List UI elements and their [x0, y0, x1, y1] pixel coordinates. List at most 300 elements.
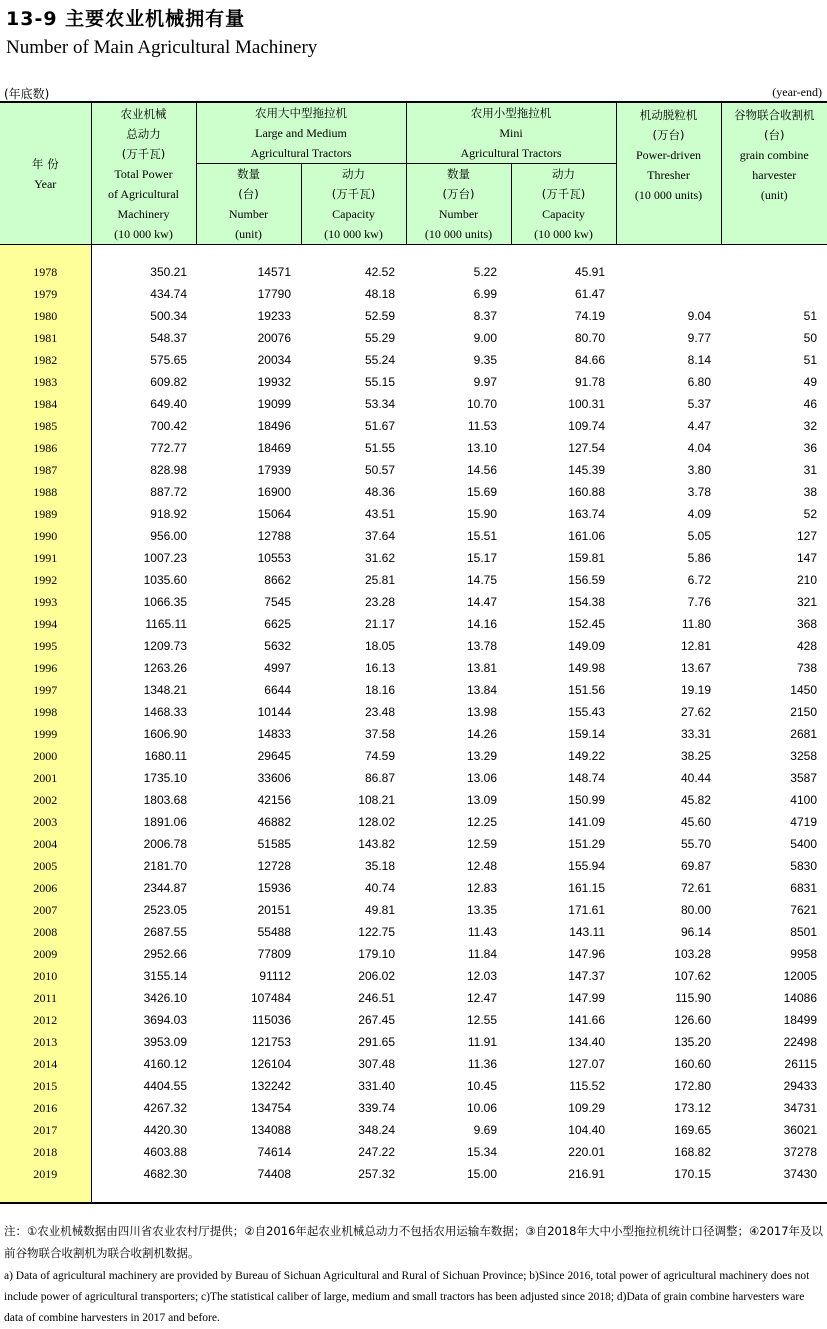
- lm-capacity-cell: 37.58: [301, 723, 406, 745]
- thresher-cell: 72.61: [616, 877, 721, 899]
- thresher-cell: 4.47: [616, 415, 721, 437]
- year-cell: 1988: [0, 481, 91, 503]
- table-row: [0, 1163, 827, 1185]
- harvester-cell: 210: [721, 569, 827, 591]
- mini-number-cell: 13.81: [406, 657, 511, 679]
- lm-capacity-cell: 53.34: [301, 393, 406, 415]
- mini-number-cell: 14.16: [406, 613, 511, 635]
- page-title-english: Number of Main Agricultural Machinery: [6, 37, 317, 59]
- total-power-cell: 1348.21: [91, 679, 196, 701]
- thresher-cell: 33.31: [616, 723, 721, 745]
- mini-number-cell: 12.48: [406, 855, 511, 877]
- table-row: [0, 371, 827, 393]
- mini-capacity-cell: 127.54: [511, 437, 616, 459]
- lm-capacity-cell: 51.55: [301, 437, 406, 459]
- mini-capacity-cell: 45.91: [511, 261, 616, 283]
- thresher-cell: 19.19: [616, 679, 721, 701]
- header-mini-capacity-en: Capacity: [512, 204, 616, 224]
- header-thresher: [616, 102, 721, 245]
- year-cell: 2007: [0, 899, 91, 921]
- mini-capacity-cell: 147.99: [511, 987, 616, 1009]
- harvester-cell: 4100: [721, 789, 827, 811]
- mini-number-cell: 9.35: [406, 349, 511, 371]
- thresher-cell: 135.20: [616, 1031, 721, 1053]
- total-power-cell: 1891.06: [91, 811, 196, 833]
- lm-capacity-cell: 86.87: [301, 767, 406, 789]
- mini-capacity-cell: 155.43: [511, 701, 616, 723]
- mini-capacity-cell: 141.09: [511, 811, 616, 833]
- harvester-cell: 8501: [721, 921, 827, 943]
- lm-number-cell: 18469: [196, 437, 301, 459]
- harvester-cell: 46: [721, 393, 827, 415]
- thresher-cell: 169.65: [616, 1119, 721, 1141]
- table-row: [0, 613, 827, 635]
- mini-number-cell: 13.09: [406, 789, 511, 811]
- thresher-cell: 7.76: [616, 591, 721, 613]
- year-cell: 2015: [0, 1075, 91, 1097]
- thresher-cell: 168.82: [616, 1141, 721, 1163]
- lm-number-cell: 14833: [196, 723, 301, 745]
- machinery-table-container: [0, 101, 827, 1202]
- lm-capacity-cell: 18.16: [301, 679, 406, 701]
- header-lm-capacity: [301, 164, 406, 245]
- lm-number-cell: 10144: [196, 701, 301, 723]
- mini-number-cell: 14.26: [406, 723, 511, 745]
- lm-capacity-cell: 51.67: [301, 415, 406, 437]
- table-row: [0, 437, 827, 459]
- mini-capacity-cell: 171.61: [511, 899, 616, 921]
- header-lm-capacity-cn: 动力: [302, 164, 406, 184]
- lm-number-cell: 55488: [196, 921, 301, 943]
- harvester-cell: [721, 261, 827, 283]
- mini-capacity-cell: 216.91: [511, 1163, 616, 1185]
- harvester-cell: 5400: [721, 833, 827, 855]
- mini-capacity-cell: 154.38: [511, 591, 616, 613]
- thresher-cell: 40.44: [616, 767, 721, 789]
- header-total-power-en1: Total Power: [92, 164, 196, 184]
- lm-capacity-cell: 55.24: [301, 349, 406, 371]
- total-power-cell: 4603.88: [91, 1141, 196, 1163]
- lm-number-cell: 91112: [196, 965, 301, 987]
- harvester-cell: 29433: [721, 1075, 827, 1097]
- harvester-cell: 2681: [721, 723, 827, 745]
- mini-number-cell: 15.17: [406, 547, 511, 569]
- harvester-cell: 14086: [721, 987, 827, 1009]
- header-year: [0, 102, 91, 245]
- year-cell: 1996: [0, 657, 91, 679]
- table-row: [0, 657, 827, 679]
- thresher-cell: 5.86: [616, 547, 721, 569]
- table-row: [0, 965, 827, 987]
- year-cell: 1984: [0, 393, 91, 415]
- mini-capacity-cell: 163.74: [511, 503, 616, 525]
- thresher-cell: 5.05: [616, 525, 721, 547]
- machinery-table: [0, 101, 827, 1202]
- total-power-cell: 887.72: [91, 481, 196, 503]
- lm-number-cell: 74408: [196, 1163, 301, 1185]
- harvester-cell: 7621: [721, 899, 827, 921]
- harvester-cell: 1450: [721, 679, 827, 701]
- total-power-cell: 1165.11: [91, 613, 196, 635]
- thresher-cell: 5.37: [616, 393, 721, 415]
- mini-number-cell: 11.84: [406, 943, 511, 965]
- year-cell: 2008: [0, 921, 91, 943]
- header-large-medium-en2: Agricultural Tractors: [197, 143, 406, 163]
- header-mini-number: [406, 164, 511, 245]
- header-total-power-en3: Machinery: [92, 204, 196, 224]
- total-power-cell: 3426.10: [91, 987, 196, 1009]
- spacer-cell: [91, 1185, 827, 1202]
- thresher-cell: 45.60: [616, 811, 721, 833]
- lm-number-cell: 19099: [196, 393, 301, 415]
- header-lm-capacity-en: Capacity: [302, 204, 406, 224]
- year-cell: 1980: [0, 305, 91, 327]
- total-power-cell: 1680.11: [91, 745, 196, 767]
- lm-number-cell: 4997: [196, 657, 301, 679]
- lm-capacity-cell: 339.74: [301, 1097, 406, 1119]
- spacer-cell: [91, 245, 827, 262]
- mini-capacity-cell: 74.19: [511, 305, 616, 327]
- header-mini-capacity-unit-en: (10 000 kw): [512, 224, 616, 244]
- harvester-cell: 50: [721, 327, 827, 349]
- thresher-cell: 45.82: [616, 789, 721, 811]
- harvester-cell: 49: [721, 371, 827, 393]
- thresher-cell: 170.15: [616, 1163, 721, 1185]
- mini-capacity-cell: 159.81: [511, 547, 616, 569]
- year-cell: 2005: [0, 855, 91, 877]
- lm-number-cell: 6625: [196, 613, 301, 635]
- lm-capacity-cell: 37.64: [301, 525, 406, 547]
- lm-capacity-cell: 49.81: [301, 899, 406, 921]
- spacer-cell: [0, 245, 91, 262]
- mini-capacity-cell: 149.22: [511, 745, 616, 767]
- lm-number-cell: 20076: [196, 327, 301, 349]
- total-power-cell: 1468.33: [91, 701, 196, 723]
- total-power-cell: 1735.10: [91, 767, 196, 789]
- mini-number-cell: 13.98: [406, 701, 511, 723]
- harvester-cell: 31: [721, 459, 827, 481]
- total-power-cell: 1066.35: [91, 591, 196, 613]
- table-row: [0, 1097, 827, 1119]
- thresher-cell: 3.80: [616, 459, 721, 481]
- mini-number-cell: 12.59: [406, 833, 511, 855]
- table-row: [0, 393, 827, 415]
- lm-number-cell: 12788: [196, 525, 301, 547]
- thresher-cell: 38.25: [616, 745, 721, 767]
- mini-number-cell: 9.97: [406, 371, 511, 393]
- mini-capacity-cell: 151.56: [511, 679, 616, 701]
- lm-capacity-cell: 21.17: [301, 613, 406, 635]
- spacer-cell: [0, 1185, 91, 1202]
- lm-capacity-cell: 23.28: [301, 591, 406, 613]
- table-row: [0, 569, 827, 591]
- header-thresher-en3: (10 000 units): [617, 185, 721, 205]
- lm-number-cell: 19233: [196, 305, 301, 327]
- lm-number-cell: 18496: [196, 415, 301, 437]
- header-thresher-en2: Thresher: [617, 165, 721, 185]
- mini-capacity-cell: 147.96: [511, 943, 616, 965]
- mini-number-cell: 15.69: [406, 481, 511, 503]
- thresher-cell: 4.09: [616, 503, 721, 525]
- total-power-cell: 2006.78: [91, 833, 196, 855]
- mini-number-cell: 15.00: [406, 1163, 511, 1185]
- thresher-cell: 172.80: [616, 1075, 721, 1097]
- header-mini-number-unit-en: (10 000 units): [407, 224, 511, 244]
- mini-capacity-cell: 80.70: [511, 327, 616, 349]
- lm-capacity-cell: 179.10: [301, 943, 406, 965]
- table-row: [0, 591, 827, 613]
- thresher-cell: [616, 261, 721, 283]
- header-lm-number-cn: 数量: [197, 164, 301, 184]
- table-row: [0, 283, 827, 305]
- year-cell: 2016: [0, 1097, 91, 1119]
- header-thresher-cn2: (万台): [617, 125, 721, 145]
- header-total-power: [91, 102, 196, 245]
- mini-number-cell: 8.37: [406, 305, 511, 327]
- header-large-medium-en1: Large and Medium: [197, 123, 406, 143]
- mini-capacity-cell: 91.78: [511, 371, 616, 393]
- header-mini-capacity-unit-cn: (万千瓦): [512, 184, 616, 204]
- table-spacer-row: [0, 245, 827, 262]
- harvester-cell: 36021: [721, 1119, 827, 1141]
- harvester-cell: 127: [721, 525, 827, 547]
- lm-number-cell: 20151: [196, 899, 301, 921]
- thresher-cell: 69.87: [616, 855, 721, 877]
- lm-capacity-cell: 50.57: [301, 459, 406, 481]
- harvester-cell: 22498: [721, 1031, 827, 1053]
- mini-capacity-cell: 152.45: [511, 613, 616, 635]
- total-power-cell: 956.00: [91, 525, 196, 547]
- header-mini-cn: 农用小型拖拉机: [407, 103, 616, 123]
- lm-number-cell: 107484: [196, 987, 301, 1009]
- header-thresher-en1: Power-driven: [617, 145, 721, 165]
- mini-capacity-cell: 115.52: [511, 1075, 616, 1097]
- mini-number-cell: 15.34: [406, 1141, 511, 1163]
- harvester-cell: 52: [721, 503, 827, 525]
- table-row: [0, 503, 827, 525]
- year-cell: 2017: [0, 1119, 91, 1141]
- notes-section: [4, 1220, 824, 1329]
- table-row: [0, 327, 827, 349]
- header-lm-number: [196, 164, 301, 245]
- header-year-cn: 年 份: [0, 154, 91, 174]
- header-mini-number-cn: 数量: [407, 164, 511, 184]
- table-row: [0, 679, 827, 701]
- lm-capacity-cell: 31.62: [301, 547, 406, 569]
- lm-number-cell: 126104: [196, 1053, 301, 1075]
- total-power-cell: 4404.55: [91, 1075, 196, 1097]
- header-lm-number-unit-en: (unit): [197, 224, 301, 244]
- mini-capacity-cell: 151.29: [511, 833, 616, 855]
- mini-number-cell: 11.43: [406, 921, 511, 943]
- total-power-cell: 434.74: [91, 283, 196, 305]
- year-cell: 2001: [0, 767, 91, 789]
- table-row: [0, 415, 827, 437]
- table-row: [0, 987, 827, 1009]
- total-power-cell: 4160.12: [91, 1053, 196, 1075]
- lm-number-cell: 19932: [196, 371, 301, 393]
- header-mini-number-unit-cn: (万台): [407, 184, 511, 204]
- mini-number-cell: 6.99: [406, 283, 511, 305]
- mini-capacity-cell: 148.74: [511, 767, 616, 789]
- harvester-cell: 3258: [721, 745, 827, 767]
- unit-note-chinese: (年底数): [4, 85, 49, 102]
- mini-number-cell: 10.06: [406, 1097, 511, 1119]
- total-power-cell: 500.34: [91, 305, 196, 327]
- mini-capacity-cell: 149.98: [511, 657, 616, 679]
- note-chinese: 注：①农业机械数据由四川省农业农村厅提供；②自2016年起农业机械总动力不包括农用运输车数据；③自2018年大中小型拖拉机统计口径调整；④2017年及以前谷物联合收割机为联合收割机数据。: [4, 1220, 824, 1264]
- lm-number-cell: 115036: [196, 1009, 301, 1031]
- total-power-cell: 1606.90: [91, 723, 196, 745]
- header-harvester-cn2: (台): [722, 125, 827, 145]
- header-total-power-cn2: 总动力: [92, 124, 196, 144]
- harvester-cell: 51: [721, 305, 827, 327]
- harvester-cell: 738: [721, 657, 827, 679]
- thresher-cell: 55.70: [616, 833, 721, 855]
- unit-note-english: (year-end): [772, 85, 822, 100]
- lm-number-cell: 134088: [196, 1119, 301, 1141]
- lm-number-cell: 46882: [196, 811, 301, 833]
- mini-number-cell: 11.53: [406, 415, 511, 437]
- lm-number-cell: 33606: [196, 767, 301, 789]
- mini-capacity-cell: 145.39: [511, 459, 616, 481]
- year-cell: 1990: [0, 525, 91, 547]
- mini-number-cell: 10.45: [406, 1075, 511, 1097]
- total-power-cell: 4267.32: [91, 1097, 196, 1119]
- mini-number-cell: 13.78: [406, 635, 511, 657]
- harvester-cell: 5830: [721, 855, 827, 877]
- lm-number-cell: 7545: [196, 591, 301, 613]
- mini-number-cell: 13.06: [406, 767, 511, 789]
- lm-capacity-cell: 206.02: [301, 965, 406, 987]
- thresher-cell: 126.60: [616, 1009, 721, 1031]
- header-total-power-en2: of Agricultural: [92, 184, 196, 204]
- lm-capacity-cell: 348.24: [301, 1119, 406, 1141]
- total-power-cell: 649.40: [91, 393, 196, 415]
- year-cell: 2018: [0, 1141, 91, 1163]
- lm-capacity-cell: 257.32: [301, 1163, 406, 1185]
- lm-number-cell: 6644: [196, 679, 301, 701]
- year-cell: 1992: [0, 569, 91, 591]
- lm-capacity-cell: 42.52: [301, 261, 406, 283]
- header-harvester-cn1: 谷物联合收割机: [722, 105, 827, 125]
- lm-number-cell: 5632: [196, 635, 301, 657]
- thresher-cell: 6.80: [616, 371, 721, 393]
- table-row: [0, 1075, 827, 1097]
- lm-number-cell: 51585: [196, 833, 301, 855]
- header-year-en: Year: [0, 174, 91, 194]
- lm-number-cell: 12728: [196, 855, 301, 877]
- lm-number-cell: 15064: [196, 503, 301, 525]
- table-row: [0, 525, 827, 547]
- lm-capacity-cell: 48.18: [301, 283, 406, 305]
- table-row: [0, 1009, 827, 1031]
- year-cell: 1993: [0, 591, 91, 613]
- table-spacer-row: [0, 1185, 827, 1202]
- table-row: [0, 833, 827, 855]
- harvester-cell: 36: [721, 437, 827, 459]
- lm-capacity-cell: 291.65: [301, 1031, 406, 1053]
- header-total-power-en4: (10 000 kw): [92, 224, 196, 244]
- mini-capacity-cell: 100.31: [511, 393, 616, 415]
- mini-number-cell: 12.03: [406, 965, 511, 987]
- lm-number-cell: 132242: [196, 1075, 301, 1097]
- lm-capacity-cell: 267.45: [301, 1009, 406, 1031]
- total-power-cell: 4420.30: [91, 1119, 196, 1141]
- mini-number-cell: 12.47: [406, 987, 511, 1009]
- lm-number-cell: 42156: [196, 789, 301, 811]
- table-row: [0, 701, 827, 723]
- mini-number-cell: 15.51: [406, 525, 511, 547]
- year-cell: 1979: [0, 283, 91, 305]
- mini-capacity-cell: 134.40: [511, 1031, 616, 1053]
- harvester-cell: 147: [721, 547, 827, 569]
- table-bottom-rule: [0, 1202, 827, 1204]
- mini-number-cell: 14.75: [406, 569, 511, 591]
- year-cell: 2014: [0, 1053, 91, 1075]
- table-row: [0, 877, 827, 899]
- harvester-cell: 26115: [721, 1053, 827, 1075]
- total-power-cell: 1263.26: [91, 657, 196, 679]
- mini-number-cell: 5.22: [406, 261, 511, 283]
- lm-number-cell: 15936: [196, 877, 301, 899]
- total-power-cell: 1007.23: [91, 547, 196, 569]
- thresher-cell: 160.60: [616, 1053, 721, 1075]
- harvester-cell: 37278: [721, 1141, 827, 1163]
- mini-capacity-cell: 149.09: [511, 635, 616, 657]
- lm-capacity-cell: 246.51: [301, 987, 406, 1009]
- table-row: [0, 635, 827, 657]
- year-cell: 1991: [0, 547, 91, 569]
- mini-number-cell: 14.56: [406, 459, 511, 481]
- year-cell: 2006: [0, 877, 91, 899]
- harvester-cell: 9958: [721, 943, 827, 965]
- thresher-cell: 12.81: [616, 635, 721, 657]
- table-row: [0, 547, 827, 569]
- lm-capacity-cell: 122.75: [301, 921, 406, 943]
- header-harvester-en3: (unit): [722, 185, 827, 205]
- total-power-cell: 350.21: [91, 261, 196, 283]
- year-cell: 1989: [0, 503, 91, 525]
- lm-capacity-cell: 40.74: [301, 877, 406, 899]
- mini-number-cell: 11.36: [406, 1053, 511, 1075]
- mini-capacity-cell: 141.66: [511, 1009, 616, 1031]
- harvester-cell: 34731: [721, 1097, 827, 1119]
- header-large-medium-cn: 农用大中型拖拉机: [197, 103, 406, 123]
- mini-number-cell: 9.69: [406, 1119, 511, 1141]
- header-lm-number-en: Number: [197, 204, 301, 224]
- mini-number-cell: 13.10: [406, 437, 511, 459]
- thresher-cell: [616, 283, 721, 305]
- header-mini-capacity-cn: 动力: [512, 164, 616, 184]
- lm-capacity-cell: 35.18: [301, 855, 406, 877]
- year-cell: 2019: [0, 1163, 91, 1185]
- table-row: [0, 789, 827, 811]
- note-english: a) Data of agricultural machinery are provided by Bureau of Sichuan Agricultural and Rural of Sichuan Province; b)Since 2016, total power of agricultural machinery does not include power of agricultural transporters; c)The statistical caliber of large, medium and small tractors has been adjusted since 2018; d)Data of grain combine harvesters ware data of combine harvesters in 2017 and before.: [4, 1266, 824, 1329]
- mini-capacity-cell: 156.59: [511, 569, 616, 591]
- table-row: [0, 767, 827, 789]
- lm-number-cell: 14571: [196, 261, 301, 283]
- total-power-cell: 2181.70: [91, 855, 196, 877]
- year-cell: 1986: [0, 437, 91, 459]
- thresher-cell: 11.80: [616, 613, 721, 635]
- total-power-cell: 1035.60: [91, 569, 196, 591]
- mini-capacity-cell: 150.99: [511, 789, 616, 811]
- thresher-cell: 6.72: [616, 569, 721, 591]
- total-power-cell: 918.92: [91, 503, 196, 525]
- thresher-cell: 9.04: [616, 305, 721, 327]
- header-large-medium-tractors: [196, 102, 406, 164]
